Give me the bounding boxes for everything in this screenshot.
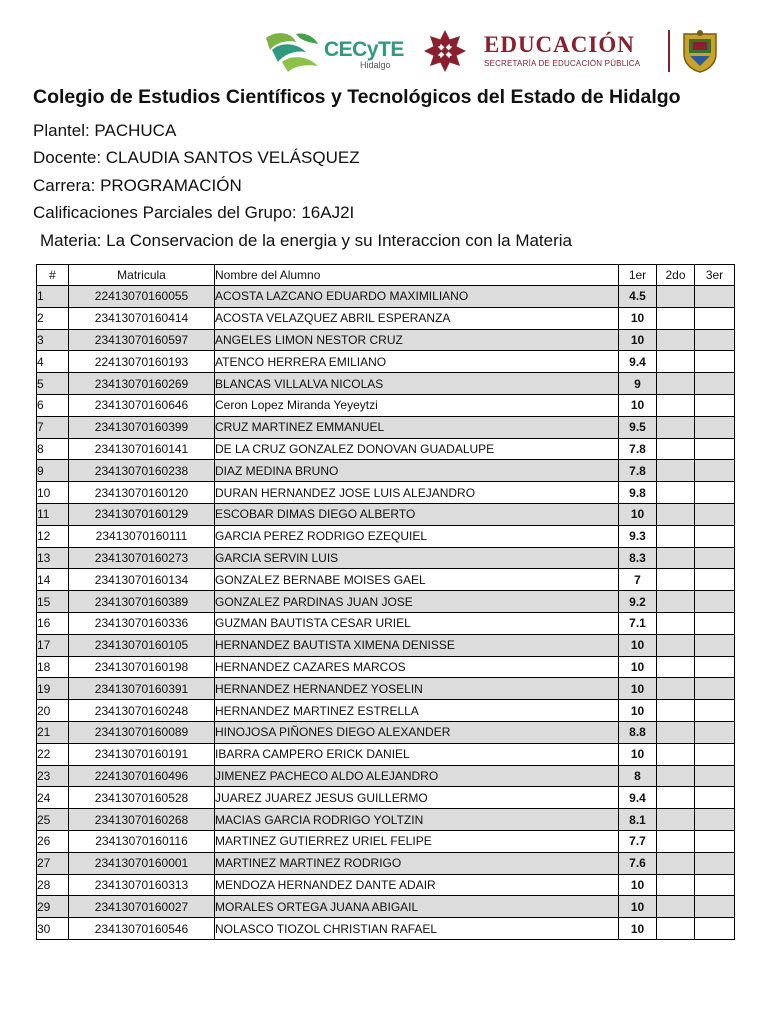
row-number: 23 (37, 765, 69, 787)
row-parcial-3 (695, 809, 735, 831)
row-matricula: 23413070160546 (69, 918, 215, 940)
row-parcial-1: 10 (619, 896, 657, 918)
grupo-label: Calificaciones Parciales del Grupo: 16AJ2I (33, 203, 355, 222)
row-nombre: NOLASCO TIOZOL CHRISTIAN RAFAEL (215, 918, 619, 940)
row-parcial-1: 7 (619, 569, 657, 591)
row-parcial-1: 7.8 (619, 438, 657, 460)
row-matricula: 23413070160268 (69, 809, 215, 831)
row-parcial-3 (695, 329, 735, 351)
row-nombre: CRUZ MARTINEZ EMMANUEL (215, 416, 619, 438)
logo-divider (668, 30, 670, 72)
row-parcial-1: 7.7 (619, 830, 657, 852)
row-number: 27 (37, 852, 69, 874)
row-parcial-3 (695, 547, 735, 569)
education-logo (484, 32, 659, 72)
row-nombre: ACOSTA VELAZQUEZ ABRIL ESPERANZA (215, 307, 619, 329)
cecyte-logo-text: CECyTE (324, 38, 404, 61)
row-matricula: 23413070160646 (69, 394, 215, 416)
row-number: 12 (37, 525, 69, 547)
row-number: 20 (37, 700, 69, 722)
row-number: 13 (37, 547, 69, 569)
table-row (37, 460, 735, 482)
row-parcial-3 (695, 394, 735, 416)
header-logos (0, 22, 768, 82)
row-matricula: 23413070160134 (69, 569, 215, 591)
row-parcial-3 (695, 416, 735, 438)
row-parcial-1: 10 (619, 634, 657, 656)
table-row (37, 394, 735, 416)
row-parcial-1: 9.4 (619, 787, 657, 809)
row-parcial-2 (657, 482, 695, 504)
table-row (37, 896, 735, 918)
row-number: 1 (37, 286, 69, 308)
row-parcial-1: 10 (619, 918, 657, 940)
row-number: 22 (37, 743, 69, 765)
row-parcial-3 (695, 874, 735, 896)
row-nombre: ATENCO HERRERA EMILIANO (215, 351, 619, 373)
row-number: 4 (37, 351, 69, 373)
table-row (37, 569, 735, 591)
row-number: 18 (37, 656, 69, 678)
table-row (37, 743, 735, 765)
row-parcial-2 (657, 416, 695, 438)
row-nombre: MENDOZA HERNANDEZ DANTE ADAIR (215, 874, 619, 896)
table-row (37, 547, 735, 569)
row-parcial-3 (695, 351, 735, 373)
carrera-label: Carrera: PROGRAMACIÓN (33, 176, 242, 195)
row-nombre: HERNANDEZ BAUTISTA XIMENA DENISSE (215, 634, 619, 656)
header-matricula: Matricula (69, 265, 215, 286)
row-parcial-2 (657, 765, 695, 787)
row-matricula: 23413070160528 (69, 787, 215, 809)
row-nombre: MARTINEZ GUTIERREZ URIEL FELIPE (215, 830, 619, 852)
table-header-row (37, 265, 735, 286)
row-parcial-1: 10 (619, 503, 657, 525)
education-logo-sub: SECRETARÍA DE EDUCACIÓN PÚBLICA (484, 59, 641, 68)
row-parcial-2 (657, 286, 695, 308)
plantel-label: Plantel: PACHUCA (33, 121, 177, 140)
row-number: 21 (37, 721, 69, 743)
table-row (37, 416, 735, 438)
row-parcial-3 (695, 634, 735, 656)
row-number: 19 (37, 678, 69, 700)
row-matricula: 23413070160111 (69, 525, 215, 547)
table-row (37, 809, 735, 831)
row-parcial-1: 8.3 (619, 547, 657, 569)
row-parcial-1: 10 (619, 656, 657, 678)
row-number: 30 (37, 918, 69, 940)
row-nombre: JIMENEZ PACHECO ALDO ALEJANDRO (215, 765, 619, 787)
row-parcial-3 (695, 569, 735, 591)
row-parcial-2 (657, 721, 695, 743)
row-matricula: 23413070160391 (69, 678, 215, 700)
row-parcial-3 (695, 591, 735, 613)
table-row (37, 852, 735, 874)
row-parcial-3 (695, 700, 735, 722)
row-nombre: DE LA CRUZ GONZALEZ DONOVAN GUADALUPE (215, 438, 619, 460)
row-parcial-2 (657, 307, 695, 329)
row-matricula: 22413070160055 (69, 286, 215, 308)
row-parcial-3 (695, 286, 735, 308)
row-matricula: 23413070160120 (69, 482, 215, 504)
row-parcial-3 (695, 482, 735, 504)
row-parcial-3 (695, 678, 735, 700)
table-row (37, 918, 735, 940)
table-row (37, 612, 735, 634)
header-number: # (37, 265, 69, 286)
row-parcial-1: 7.8 (619, 460, 657, 482)
row-parcial-1: 9.5 (619, 416, 657, 438)
row-matricula: 23413070160238 (69, 460, 215, 482)
row-parcial-3 (695, 307, 735, 329)
row-nombre: ESCOBAR DIMAS DIEGO ALBERTO (215, 503, 619, 525)
table-row (37, 678, 735, 700)
row-parcial-2 (657, 525, 695, 547)
row-nombre: HERNANDEZ MARTINEZ ESTRELLA (215, 700, 619, 722)
materia-label: Materia: La Conservacion de la energia y su Interaccion con la Materia (40, 231, 573, 250)
row-parcial-3 (695, 787, 735, 809)
row-parcial-1: 10 (619, 678, 657, 700)
row-parcial-1: 10 (619, 394, 657, 416)
row-nombre: MACIAS GARCIA RODRIGO YOLTZIN (215, 809, 619, 831)
row-matricula: 23413070160027 (69, 896, 215, 918)
row-nombre: ACOSTA LAZCANO EDUARDO MAXIMILIANO (215, 286, 619, 308)
row-parcial-2 (657, 351, 695, 373)
grades-table (36, 264, 735, 940)
row-matricula: 23413070160414 (69, 307, 215, 329)
row-number: 17 (37, 634, 69, 656)
row-parcial-2 (657, 743, 695, 765)
row-matricula: 23413070160273 (69, 547, 215, 569)
row-matricula: 23413070160269 (69, 373, 215, 395)
education-logo-text: EDUCACIÓN (484, 32, 635, 57)
row-parcial-1: 10 (619, 700, 657, 722)
row-nombre: HINOJOSA PIÑONES DIEGO ALEXANDER (215, 721, 619, 743)
row-parcial-1: 10 (619, 743, 657, 765)
row-number: 8 (37, 438, 69, 460)
row-parcial-2 (657, 634, 695, 656)
row-parcial-3 (695, 373, 735, 395)
row-parcial-3 (695, 460, 735, 482)
row-nombre: GARCIA PEREZ RODRIGO EZEQUIEL (215, 525, 619, 547)
table-row (37, 830, 735, 852)
header-parcial-1: 1er (619, 265, 657, 286)
row-parcial-1: 7.1 (619, 612, 657, 634)
row-matricula: 23413070160141 (69, 438, 215, 460)
header-parcial-3: 3er (695, 265, 735, 286)
institution-title: Colegio de Estudios Científicos y Tecnológicos del Estado de Hidalgo (33, 86, 681, 108)
row-nombre: JUAREZ JUAREZ JESUS GUILLERMO (215, 787, 619, 809)
row-number: 9 (37, 460, 69, 482)
row-number: 7 (37, 416, 69, 438)
row-matricula: 23413070160336 (69, 612, 215, 634)
row-parcial-2 (657, 394, 695, 416)
table-row (37, 874, 735, 896)
table-row (37, 591, 735, 613)
table-row (37, 438, 735, 460)
row-parcial-2 (657, 569, 695, 591)
row-parcial-1: 9.2 (619, 591, 657, 613)
row-nombre: HERNANDEZ CAZARES MARCOS (215, 656, 619, 678)
row-parcial-1: 10 (619, 329, 657, 351)
row-number: 16 (37, 612, 69, 634)
table-row (37, 329, 735, 351)
row-parcial-1: 9 (619, 373, 657, 395)
row-nombre: DURAN HERNANDEZ JOSE LUIS ALEJANDRO (215, 482, 619, 504)
row-parcial-2 (657, 874, 695, 896)
table-row (37, 307, 735, 329)
row-number: 6 (37, 394, 69, 416)
cecyte-leaf-icon (262, 28, 322, 72)
row-parcial-2 (657, 373, 695, 395)
table-row (37, 700, 735, 722)
table-row (37, 634, 735, 656)
row-parcial-2 (657, 700, 695, 722)
row-matricula: 23413070160129 (69, 503, 215, 525)
row-nombre: DIAZ MEDINA BRUNO (215, 460, 619, 482)
row-parcial-3 (695, 525, 735, 547)
row-nombre: GONZALEZ BERNABE MOISES GAEL (215, 569, 619, 591)
row-parcial-2 (657, 918, 695, 940)
table-row (37, 656, 735, 678)
row-matricula: 23413070160313 (69, 874, 215, 896)
row-parcial-3 (695, 721, 735, 743)
row-nombre: ANGELES LIMON NESTOR CRUZ (215, 329, 619, 351)
row-parcial-2 (657, 591, 695, 613)
row-number: 14 (37, 569, 69, 591)
row-matricula: 23413070160597 (69, 329, 215, 351)
row-number: 10 (37, 482, 69, 504)
cecyte-logo (262, 28, 412, 72)
row-parcial-3 (695, 896, 735, 918)
row-number: 15 (37, 591, 69, 613)
table-row (37, 721, 735, 743)
row-parcial-1: 8.1 (619, 809, 657, 831)
education-star-icon (422, 28, 468, 74)
row-parcial-3 (695, 503, 735, 525)
row-number: 28 (37, 874, 69, 896)
table-row (37, 787, 735, 809)
row-parcial-1: 8.8 (619, 721, 657, 743)
row-parcial-2 (657, 787, 695, 809)
row-number: 5 (37, 373, 69, 395)
table-row (37, 482, 735, 504)
row-parcial-2 (657, 612, 695, 634)
row-parcial-2 (657, 503, 695, 525)
row-parcial-1: 10 (619, 307, 657, 329)
row-nombre: GUZMAN BAUTISTA CESAR URIEL (215, 612, 619, 634)
row-parcial-2 (657, 656, 695, 678)
row-parcial-2 (657, 547, 695, 569)
row-parcial-3 (695, 743, 735, 765)
row-number: 25 (37, 809, 69, 831)
row-parcial-2 (657, 852, 695, 874)
row-parcial-1: 10 (619, 874, 657, 896)
row-parcial-2 (657, 678, 695, 700)
row-parcial-2 (657, 460, 695, 482)
row-parcial-1: 4.5 (619, 286, 657, 308)
row-matricula: 23413070160116 (69, 830, 215, 852)
row-nombre: MORALES ORTEGA JUANA ABIGAIL (215, 896, 619, 918)
row-parcial-2 (657, 896, 695, 918)
table-row (37, 525, 735, 547)
row-parcial-1: 9.8 (619, 482, 657, 504)
row-matricula: 23413070160389 (69, 591, 215, 613)
table-row (37, 373, 735, 395)
row-matricula: 23413070160248 (69, 700, 215, 722)
row-nombre: Ceron Lopez Miranda Yeyeytzi (215, 394, 619, 416)
row-matricula: 23413070160105 (69, 634, 215, 656)
table-row (37, 286, 735, 308)
cecyte-logo-sub: Hidalgo (360, 60, 391, 70)
header-nombre: Nombre del Alumno (215, 265, 619, 286)
row-matricula: 23413070160198 (69, 656, 215, 678)
row-parcial-1: 9.4 (619, 351, 657, 373)
row-matricula: 23413070160191 (69, 743, 215, 765)
row-nombre: GARCIA SERVIN LUIS (215, 547, 619, 569)
row-number: 26 (37, 830, 69, 852)
row-parcial-3 (695, 765, 735, 787)
row-number: 29 (37, 896, 69, 918)
row-matricula: 23413070160399 (69, 416, 215, 438)
row-parcial-3 (695, 852, 735, 874)
docente-label: Docente: CLAUDIA SANTOS VELÁSQUEZ (33, 148, 360, 167)
row-parcial-2 (657, 438, 695, 460)
row-nombre: HERNANDEZ HERNANDEZ YOSELIN (215, 678, 619, 700)
row-nombre: BLANCAS VILLALVA NICOLAS (215, 373, 619, 395)
row-number: 2 (37, 307, 69, 329)
row-matricula: 23413070160001 (69, 852, 215, 874)
hidalgo-shield-icon (678, 28, 722, 76)
row-parcial-1: 7.6 (619, 852, 657, 874)
row-nombre: GONZALEZ PARDINAS JUAN JOSE (215, 591, 619, 613)
header-parcial-2: 2do (657, 265, 695, 286)
row-number: 3 (37, 329, 69, 351)
table-row (37, 765, 735, 787)
row-parcial-2 (657, 830, 695, 852)
row-parcial-3 (695, 830, 735, 852)
row-parcial-2 (657, 329, 695, 351)
row-number: 24 (37, 787, 69, 809)
row-parcial-3 (695, 612, 735, 634)
row-nombre: MARTINEZ MARTINEZ RODRIGO (215, 852, 619, 874)
row-parcial-3 (695, 438, 735, 460)
row-number: 11 (37, 503, 69, 525)
row-matricula: 22413070160496 (69, 765, 215, 787)
row-parcial-1: 8 (619, 765, 657, 787)
row-matricula: 22413070160193 (69, 351, 215, 373)
table-row (37, 351, 735, 373)
row-nombre: IBARRA CAMPERO ERICK DANIEL (215, 743, 619, 765)
row-parcial-3 (695, 656, 735, 678)
table-row (37, 503, 735, 525)
row-matricula: 23413070160089 (69, 721, 215, 743)
row-parcial-1: 9.3 (619, 525, 657, 547)
row-parcial-2 (657, 809, 695, 831)
row-parcial-3 (695, 918, 735, 940)
